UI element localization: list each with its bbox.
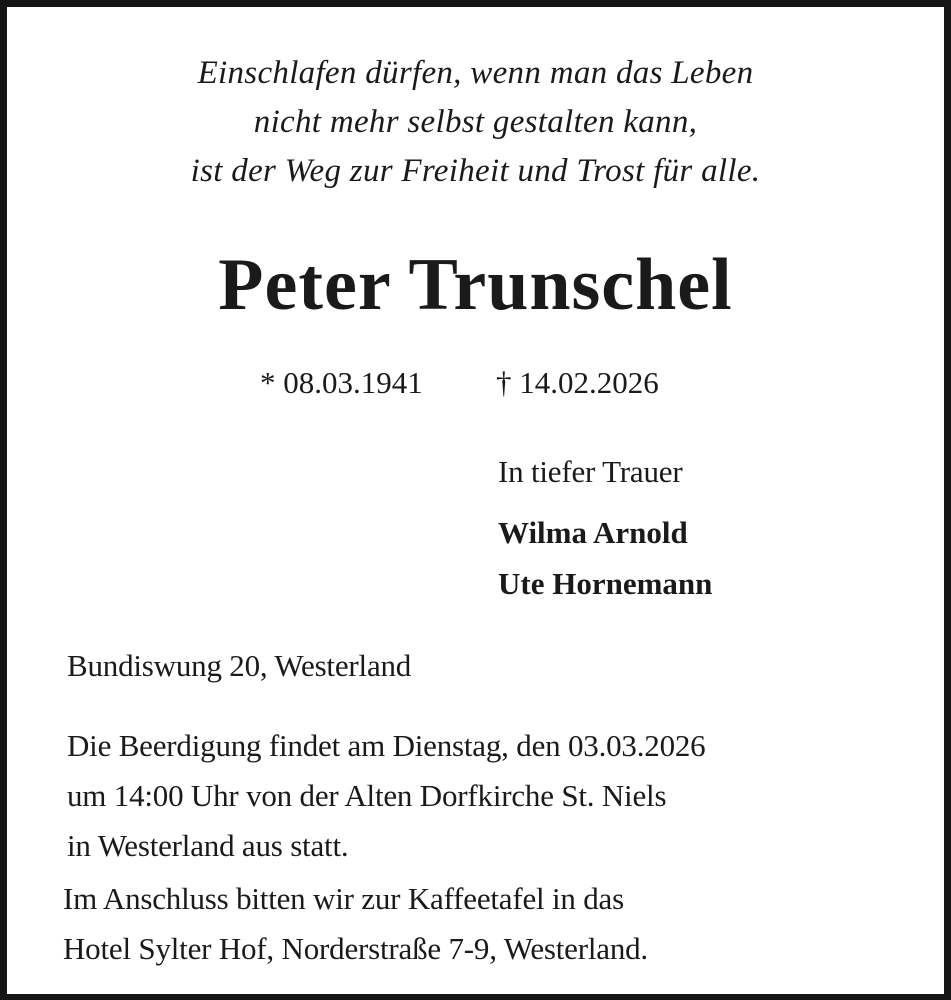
birth-date: * 08.03.1941	[260, 365, 423, 400]
funeral-line-1: Die Beerdigung findet am Dienstag, den 03.03.2026	[67, 728, 706, 763]
address: Bundiswung 20, Westerland	[67, 648, 412, 683]
deceased-name: Peter Trunschel	[218, 244, 733, 326]
verse-line-1: Einschlafen dürfen, wenn man das Leben	[197, 55, 754, 91]
verse-line-3: ist der Weg zur Freiheit und Trost für alle.	[190, 153, 761, 189]
reception-line-1: Im Anschluss bitten wir zur Kaffeetafel in das	[63, 881, 624, 916]
mourner-name: Wilma Arnold	[498, 515, 688, 550]
mourner-name: Ute Hornemann	[498, 566, 713, 601]
death-date: † 14.02.2026	[496, 365, 659, 400]
reception-line-2: Hotel Sylter Hof, Norderstraße 7-9, Westerland.	[63, 931, 648, 966]
funeral-line-3: in Westerland aus statt.	[67, 828, 349, 863]
funeral-line-2: um 14:00 Uhr von der Alten Dorfkirche St. Niels	[67, 778, 667, 813]
verse-line-2: nicht mehr selbst gestalten kann,	[253, 104, 698, 140]
mourning-phrase: In tiefer Trauer	[498, 454, 683, 489]
